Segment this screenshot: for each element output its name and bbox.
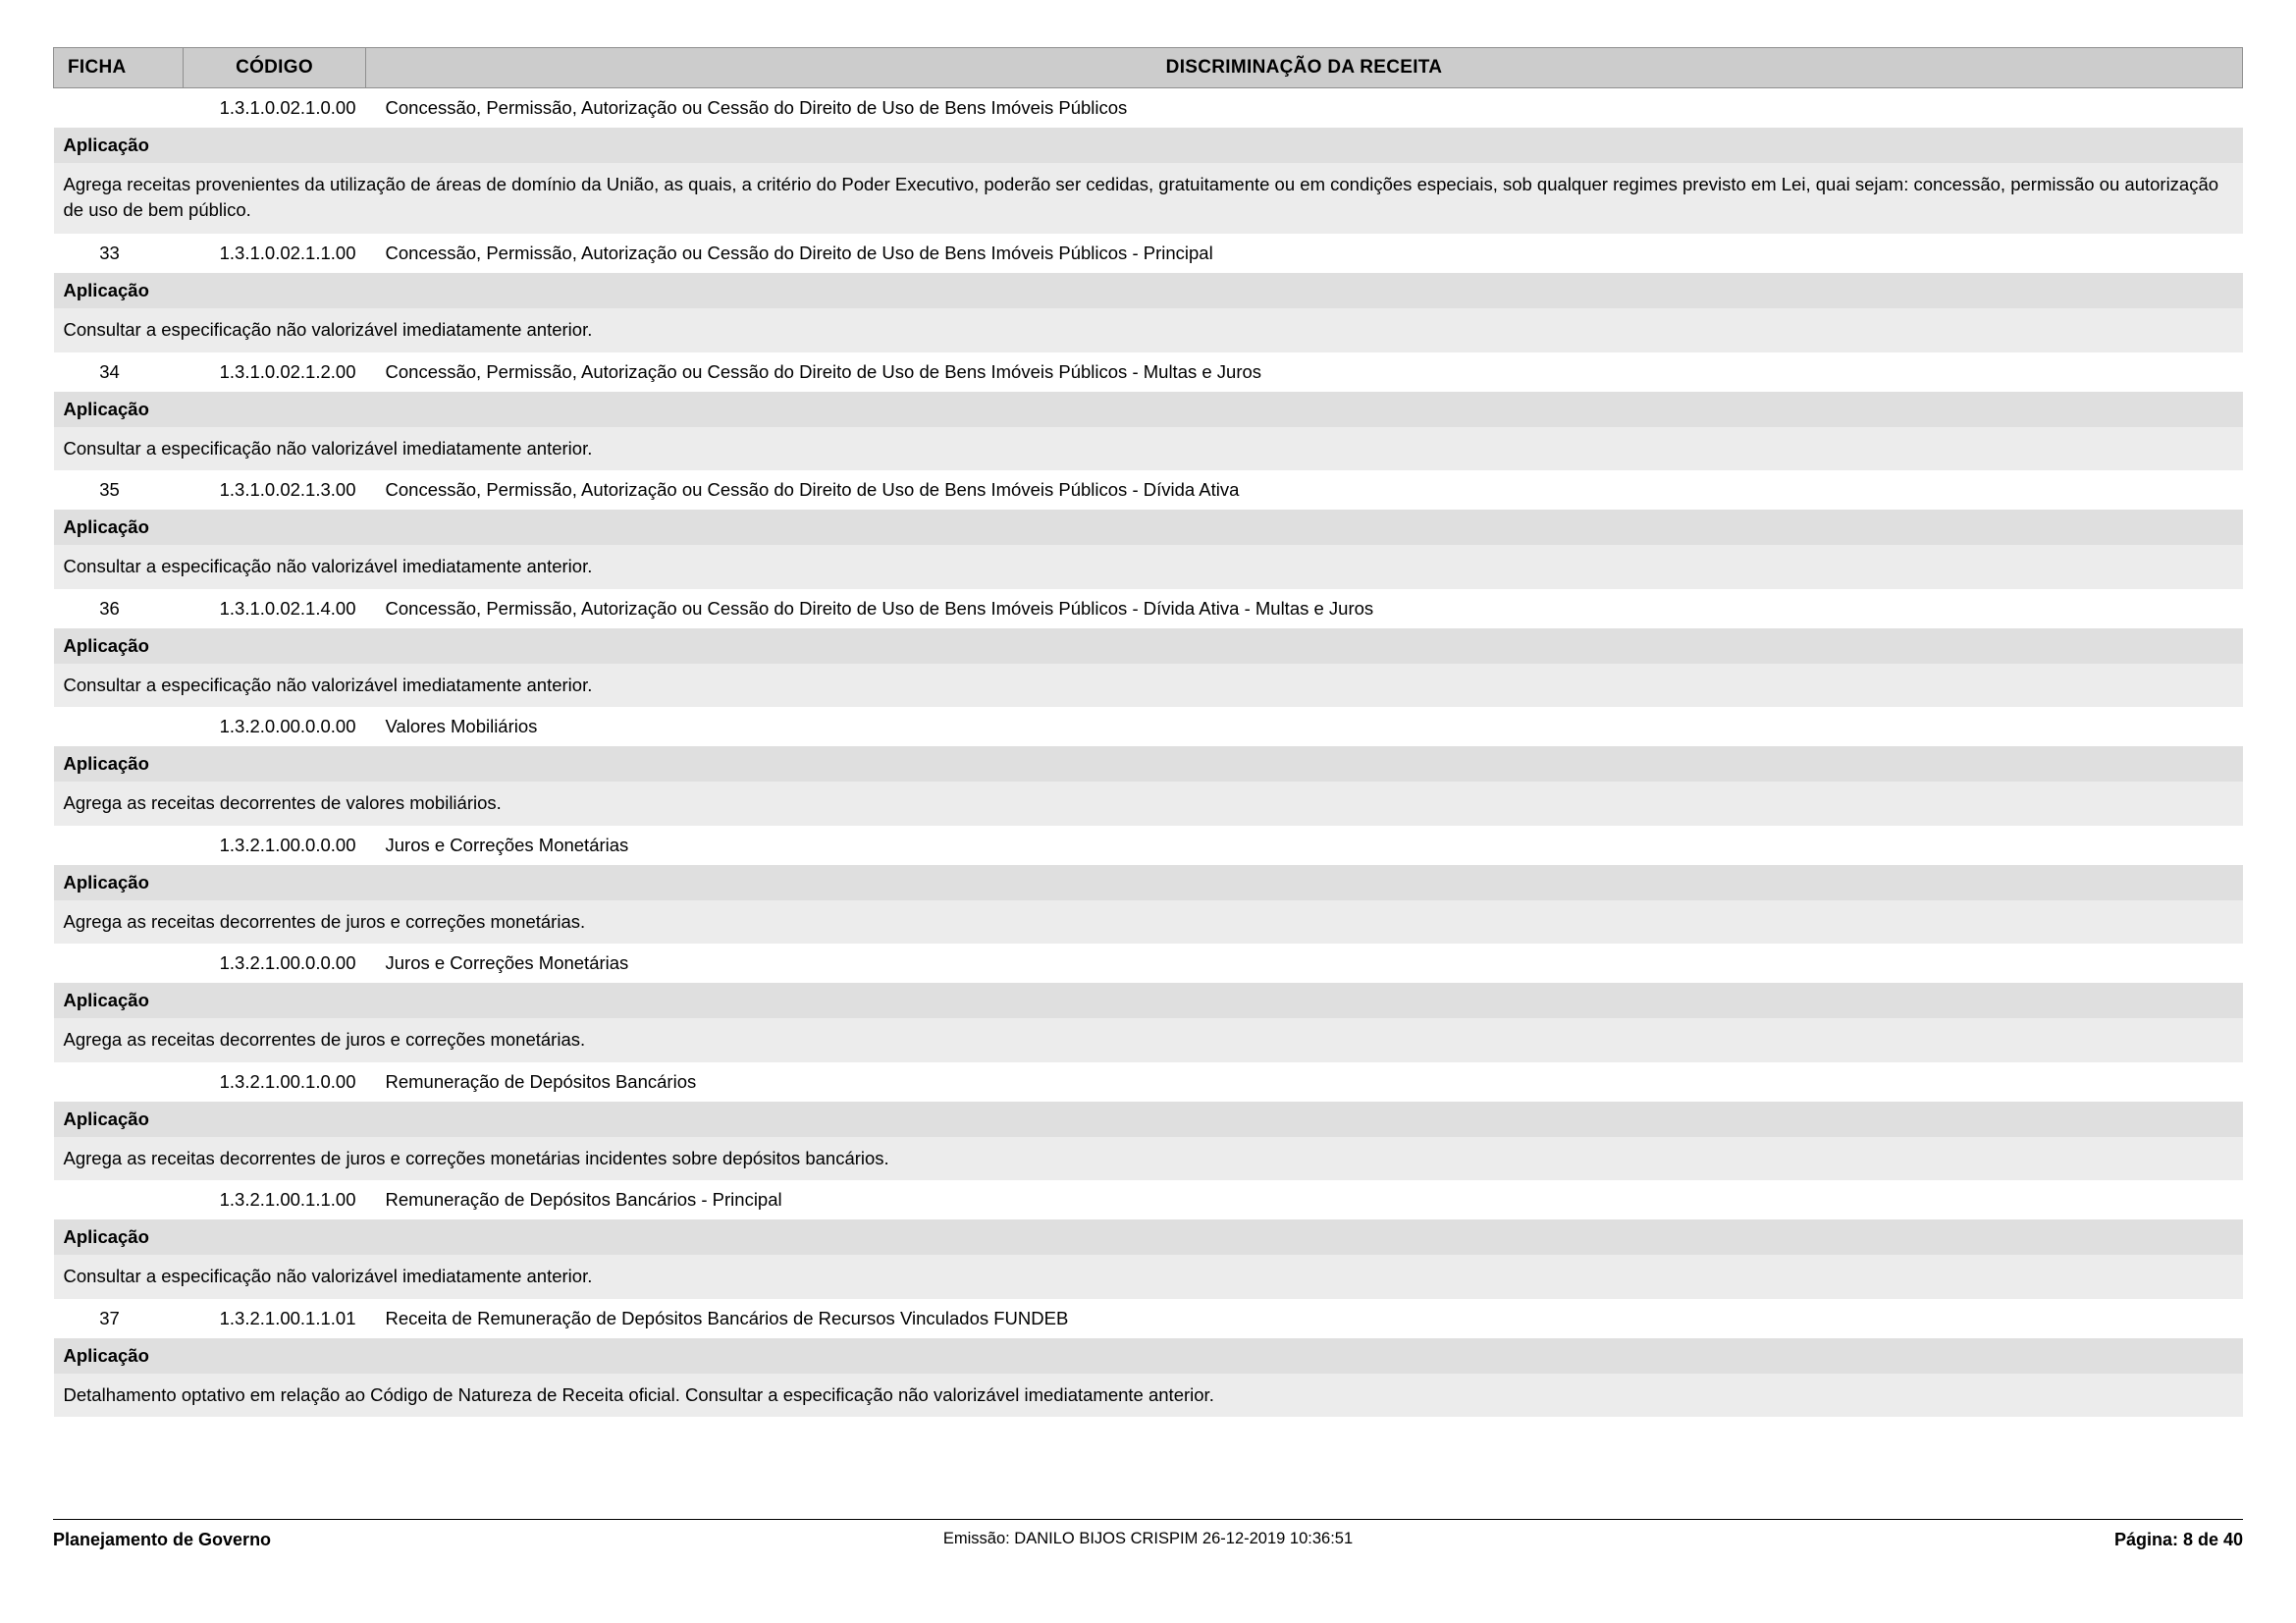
aplicacao-text: Agrega as receitas decorrentes de juros e correções monetárias. <box>54 1018 2243 1062</box>
cell-codigo: 1.3.2.0.00.0.0.00 <box>184 707 366 746</box>
aplicacao-label-row <box>54 1219 2243 1255</box>
aplicacao-text-row <box>54 664 2243 708</box>
aplicacao-text-row <box>54 1374 2243 1418</box>
footer-row <box>53 1530 2243 1550</box>
aplicacao-text: Agrega as receitas decorrentes de valores mobiliários. <box>54 782 2243 826</box>
table-header <box>54 48 2243 88</box>
aplicacao-label-row <box>54 628 2243 664</box>
cell-ficha: 34 <box>54 352 184 392</box>
table-row <box>54 826 2243 865</box>
table-row <box>54 1180 2243 1219</box>
aplicacao-text-row <box>54 1137 2243 1181</box>
aplicacao-label-row <box>54 746 2243 782</box>
aplicacao-label: Aplicação <box>54 865 2243 900</box>
cell-descricao: Concessão, Permissão, Autorização ou Cessão do Direito de Uso de Bens Imóveis Públicos - Principal <box>366 234 2243 273</box>
cell-ficha: 33 <box>54 234 184 273</box>
footer-department: Planejamento de Governo <box>53 1530 272 1549</box>
cell-descricao: Juros e Correções Monetárias <box>366 944 2243 983</box>
aplicacao-text-row <box>54 545 2243 589</box>
revenue-table <box>53 47 2243 1417</box>
aplicacao-label: Aplicação <box>54 128 2243 163</box>
cell-descricao: Remuneração de Depósitos Bancários - Principal <box>366 1180 2243 1219</box>
aplicacao-label-row <box>54 128 2243 163</box>
cell-codigo: 1.3.1.0.02.1.3.00 <box>184 470 366 510</box>
aplicacao-text-row <box>54 1255 2243 1299</box>
aplicacao-text-row <box>54 900 2243 945</box>
aplicacao-label-row <box>54 273 2243 308</box>
cell-ficha: 37 <box>54 1299 184 1338</box>
cell-codigo: 1.3.1.0.02.1.4.00 <box>184 589 366 628</box>
table-row <box>54 944 2243 983</box>
cell-ficha <box>54 944 184 983</box>
footer-divider <box>53 1519 2243 1520</box>
table-row <box>54 470 2243 510</box>
aplicacao-text: Detalhamento optativo em relação ao Código de Natureza de Receita oficial. Consultar a especificação não valorizável imediatamente anterior. <box>54 1374 2243 1418</box>
cell-descricao: Juros e Correções Monetárias <box>366 826 2243 865</box>
aplicacao-label-row <box>54 1102 2243 1137</box>
cell-descricao: Concessão, Permissão, Autorização ou Cessão do Direito de Uso de Bens Imóveis Públicos - Multas e Juros <box>366 352 2243 392</box>
aplicacao-text: Consultar a especificação não valorizável imediatamente anterior. <box>54 1255 2243 1299</box>
aplicacao-label: Aplicação <box>54 1338 2243 1374</box>
table-row <box>54 589 2243 628</box>
aplicacao-label: Aplicação <box>54 510 2243 545</box>
cell-descricao: Concessão, Permissão, Autorização ou Cessão do Direito de Uso de Bens Imóveis Públicos - Dívida Ativa - Multas e Juros <box>366 589 2243 628</box>
aplicacao-text: Consultar a especificação não valorizável imediatamente anterior. <box>54 308 2243 352</box>
aplicacao-label: Aplicação <box>54 392 2243 427</box>
cell-descricao: Concessão, Permissão, Autorização ou Cessão do Direito de Uso de Bens Imóveis Públicos - Dívida Ativa <box>366 470 2243 510</box>
aplicacao-label: Aplicação <box>54 1102 2243 1137</box>
cell-codigo: 1.3.2.1.00.0.0.00 <box>184 826 366 865</box>
cell-descricao: Concessão, Permissão, Autorização ou Cessão do Direito de Uso de Bens Imóveis Públicos <box>366 88 2243 129</box>
cell-ficha <box>54 1180 184 1219</box>
aplicacao-text-row <box>54 782 2243 826</box>
aplicacao-label-row <box>54 510 2243 545</box>
cell-ficha: 35 <box>54 470 184 510</box>
aplicacao-label: Aplicação <box>54 983 2243 1018</box>
cell-descricao: Remuneração de Depósitos Bancários <box>366 1062 2243 1102</box>
column-header-discriminacao: DISCRIMINAÇÃO DA RECEITA <box>366 48 2243 88</box>
cell-codigo: 1.3.1.0.02.1.2.00 <box>184 352 366 392</box>
aplicacao-text-row <box>54 308 2243 352</box>
column-header-ficha: FICHA <box>54 48 184 88</box>
aplicacao-label-row <box>54 983 2243 1018</box>
cell-codigo: 1.3.2.1.00.1.0.00 <box>184 1062 366 1102</box>
cell-ficha <box>54 88 184 129</box>
cell-codigo: 1.3.1.0.02.1.1.00 <box>184 234 366 273</box>
cell-codigo: 1.3.1.0.02.1.0.00 <box>184 88 366 129</box>
aplicacao-text-row <box>54 1018 2243 1062</box>
aplicacao-label-row <box>54 1338 2243 1374</box>
table-row <box>54 1299 2243 1338</box>
aplicacao-text: Consultar a especificação não valorizável imediatamente anterior. <box>54 545 2243 589</box>
cell-codigo: 1.3.2.1.00.1.1.01 <box>184 1299 366 1338</box>
table-row <box>54 88 2243 129</box>
table-body <box>54 88 2243 1418</box>
table-header-row <box>54 48 2243 88</box>
aplicacao-label-row <box>54 865 2243 900</box>
cell-codigo: 1.3.2.1.00.1.1.00 <box>184 1180 366 1219</box>
table-row <box>54 352 2243 392</box>
aplicacao-text: Agrega as receitas decorrentes de juros e correções monetárias. <box>54 900 2243 945</box>
table-row <box>54 1062 2243 1102</box>
footer-emission-info: Emissão: DANILO BIJOS CRISPIM 26-12-2019 10:36:51 <box>942 1530 1354 1547</box>
aplicacao-label: Aplicação <box>54 273 2243 308</box>
cell-ficha: 36 <box>54 589 184 628</box>
aplicacao-text: Agrega as receitas decorrentes de juros e correções monetárias incidentes sobre depósitos bancários. <box>54 1137 2243 1181</box>
aplicacao-text: Consultar a especificação não valorizável imediatamente anterior. <box>54 664 2243 708</box>
column-header-codigo: CÓDIGO <box>184 48 366 88</box>
aplicacao-label: Aplicação <box>54 1219 2243 1255</box>
aplicacao-label: Aplicação <box>54 746 2243 782</box>
page-footer <box>53 1519 2243 1550</box>
cell-ficha <box>54 826 184 865</box>
cell-codigo: 1.3.2.1.00.0.0.00 <box>184 944 366 983</box>
table-row <box>54 707 2243 746</box>
aplicacao-label: Aplicação <box>54 628 2243 664</box>
cell-ficha <box>54 1062 184 1102</box>
aplicacao-label-row <box>54 392 2243 427</box>
footer-page-number: Página: 8 de 40 <box>2113 1530 2243 1549</box>
table-row <box>54 234 2243 273</box>
aplicacao-text: Agrega receitas provenientes da utilização de áreas de domínio da União, as quais, a critério do Poder Executivo, poderão ser cedidas, gratuitamente ou em condições especiais, sob qualquer regimes previsto em Lei, quai sejam: concessão, permissão ou autorização de uso de bem público. <box>54 163 2243 234</box>
aplicacao-text-row <box>54 427 2243 471</box>
cell-descricao: Valores Mobiliários <box>366 707 2243 746</box>
cell-ficha <box>54 707 184 746</box>
aplicacao-text: Consultar a especificação não valorizável imediatamente anterior. <box>54 427 2243 471</box>
cell-descricao: Receita de Remuneração de Depósitos Bancários de Recursos Vinculados FUNDEB <box>366 1299 2243 1338</box>
aplicacao-text-row <box>54 163 2243 234</box>
